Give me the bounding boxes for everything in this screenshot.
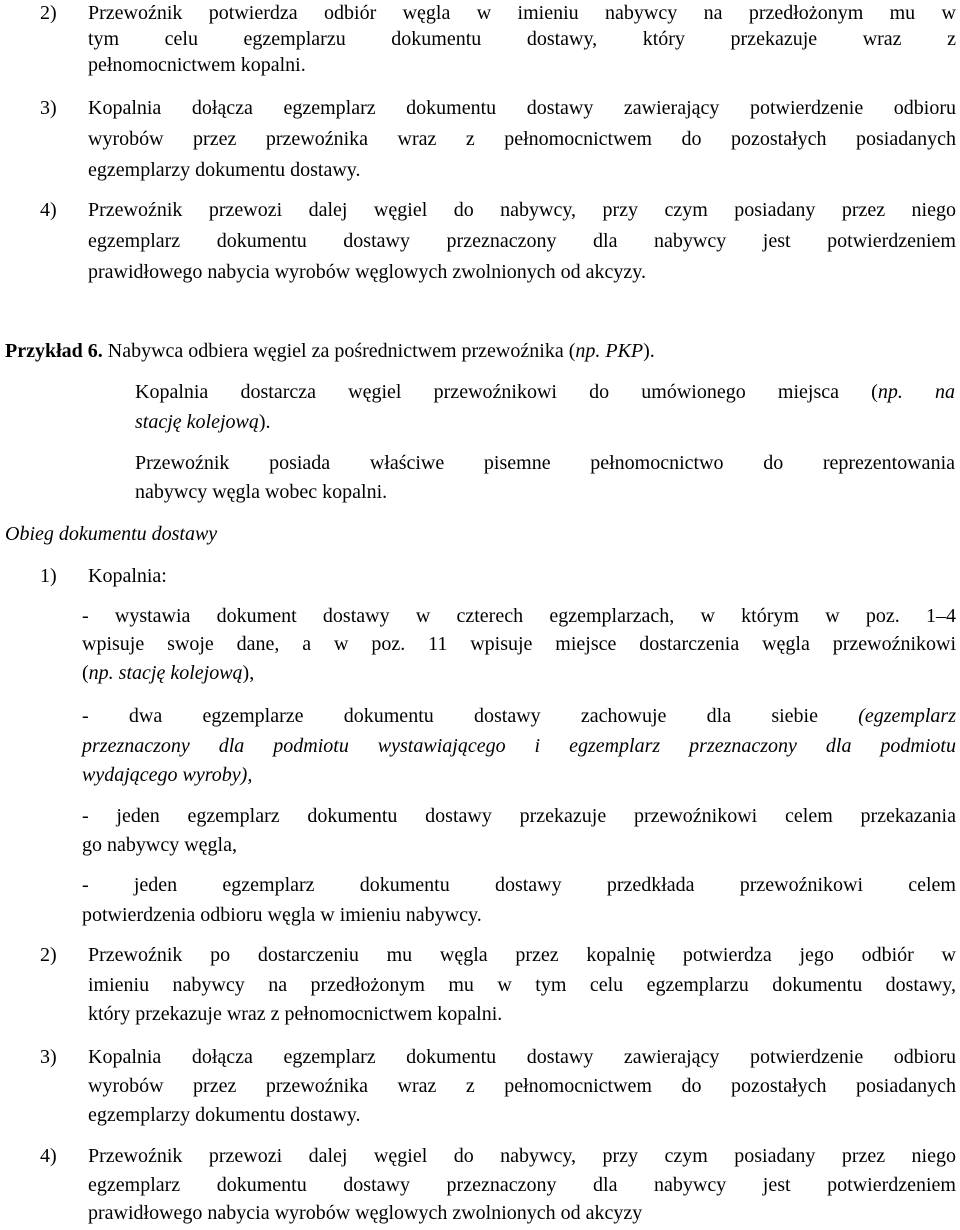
paragraph-line: egzemplarzy dokumentu dostawy.	[88, 1104, 361, 1126]
paragraph-line: wyrobów przez przewoźnika wraz z pełnomocnictwem do pozostałych posiadanych	[88, 1075, 956, 1097]
paragraph-line: imieniu nabywcy na przedłożonym mu w tym celu egzemplarzu dokumentu dostawy,	[88, 974, 956, 996]
paragraph-line: potwierdzenia odbioru węgla w imieniu nabywcy.	[82, 904, 482, 926]
list-number: 2)	[40, 2, 57, 24]
list-number: 2)	[40, 944, 57, 966]
paragraph-line: pełnomocnictwem kopalni.	[88, 54, 306, 76]
paragraph-line: Przewoźnik posiada właściwe pisemne pełnomocnictwo do reprezentowania	[135, 452, 955, 474]
paragraph-line: - jeden egzemplarz dokumentu dostawy przedkłada przewoźnikowi celem	[82, 874, 956, 896]
paragraph-line: prawidłowego nabycia wyrobów węglowych zwolnionych od akcyzy	[88, 1202, 643, 1224]
paragraph-line: Przewoźnik potwierdza odbiór węgla w imieniu nabywcy na przedłożonym mu w	[88, 2, 956, 24]
paragraph-line: egzemplarz dokumentu dostawy przeznaczony dla nabywcy jest potwierdzeniem	[88, 230, 956, 252]
paragraph-line: Kopalnia dołącza egzemplarz dokumentu dostawy zawierający potwierdzenie odbioru	[88, 97, 956, 119]
example-label: Przykład 6.	[5, 340, 103, 362]
list-number: 4)	[40, 199, 57, 221]
paragraph-line: - wystawia dokument dostawy w czterech egzemplarzach, w którym w poz. 1–4	[82, 605, 956, 627]
paragraph-line: stację kolejową).	[135, 411, 271, 433]
paragraph-line: - jeden egzemplarz dokumentu dostawy przekazuje przewoźnikowi celem przekazania	[82, 805, 956, 827]
example-heading: Przykład 6. Nabywca odbiera węgiel za pośrednictwem przewoźnika (np. PKP).	[5, 340, 655, 362]
section-heading: Obieg dokumentu dostawy	[5, 523, 218, 545]
paragraph-line: nabywcy węgla wobec kopalni.	[135, 481, 388, 503]
paragraph-line: tym celu egzemplarzu dokumentu dostawy, który przekazuje wraz z	[88, 28, 956, 50]
list-number: 3)	[40, 97, 57, 119]
paragraph-line: wydającego wyroby),	[82, 764, 253, 786]
paragraph-line: wyrobów przez przewoźnika wraz z pełnomocnictwem do pozostałych posiadanych	[88, 128, 956, 150]
paragraph-line: Przewoźnik przewozi dalej węgiel do nabywcy, przy czym posiadany przez niego	[88, 199, 956, 221]
list-number: 3)	[40, 1046, 57, 1068]
paragraph-line: przeznaczony dla podmiotu wystawiającego i egzemplarz przeznaczony dla podmiotu	[82, 735, 956, 757]
paragraph-line: go nabywcy węgla,	[82, 834, 237, 856]
paragraph-line: wpisuje swoje dane, a w poz. 11 wpisuje miejsce dostarczenia węgla przewoźnikowi	[82, 633, 956, 655]
paragraph-line: egzemplarzy dokumentu dostawy.	[88, 159, 361, 181]
paragraph-line: Kopalnia dołącza egzemplarz dokumentu dostawy zawierający potwierdzenie odbioru	[88, 1046, 956, 1068]
list-number: 1)	[40, 565, 57, 587]
paragraph-line: (np. stację kolejową),	[82, 662, 255, 684]
paragraph-line: Kopalnia dostarcza węgiel przewoźnikowi do umówionego miejsca (np. na	[135, 381, 956, 403]
paragraph-line: prawidłowego nabycia wyrobów węglowych zwolnionych od akcyzy.	[88, 261, 646, 283]
list-number: 4)	[40, 1145, 57, 1167]
paragraph-line: egzemplarz dokumentu dostawy przeznaczony dla nabywcy jest potwierdzeniem	[88, 1174, 956, 1196]
paragraph-line: który przekazuje wraz z pełnomocnictwem kopalni.	[88, 1003, 503, 1025]
paragraph-line: - dwa egzemplarze dokumentu dostawy zachowuje dla siebie (egzemplarz	[82, 705, 956, 727]
paragraph-line: Przewoźnik przewozi dalej węgiel do nabywcy, przy czym posiadany przez niego	[88, 1145, 956, 1167]
paragraph-line: Przewoźnik po dostarczeniu mu węgla przez kopalnię potwierdza jego odbiór w	[88, 944, 956, 966]
list-item-label: Kopalnia:	[88, 565, 167, 587]
